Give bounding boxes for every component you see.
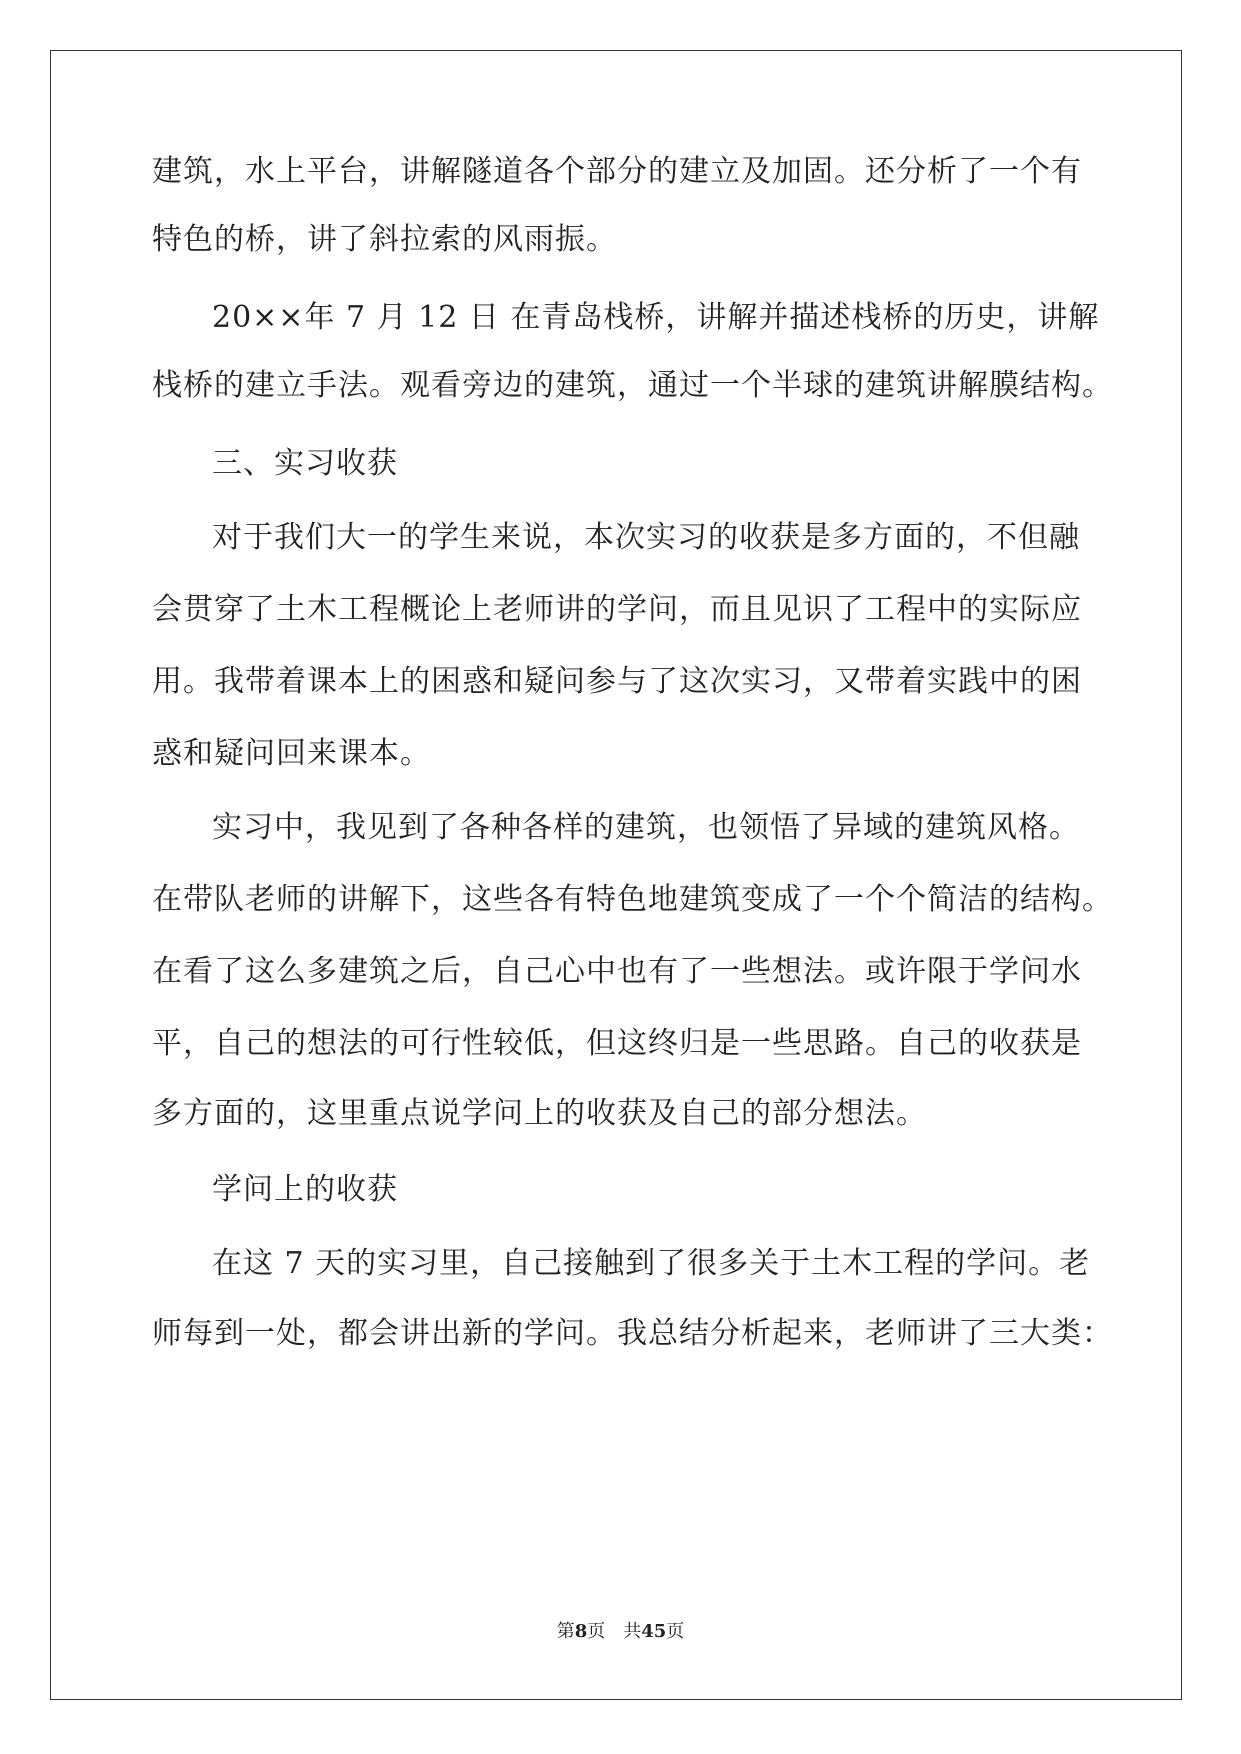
footer-total-pages: 45 [641,1621,667,1642]
page-footer [0,1620,1241,1644]
subsection-heading: 学问上的收获 [212,1172,398,1207]
text-line: 在这 7 天的实习里，自己接触到了很多关于土木工程的学问。老 [212,1246,1091,1281]
text-line: 实习中，我见到了各种各样的建筑，也领悟了异域的建筑风格。 [212,810,1080,845]
text-line: 师每到一处，都会讲出新的学问。我总结分析起来，老师讲了三大类： [152,1316,1113,1351]
footer-suffix: 页 [666,1621,685,1642]
section-heading: 三、实习收获 [212,446,398,481]
text-line: 建筑，水上平台，讲解隧道各个部分的建立及加固。还分析了一个有 [152,154,1082,189]
footer-mid: 页 共 [587,1621,642,1642]
footer-page-number: 8 [574,1621,588,1642]
footer-prefix: 第 [556,1621,575,1642]
text-line: 特色的桥，讲了斜拉索的风雨振。 [152,222,617,257]
text-line: 在带队老师的讲解下，这些各有特色地建筑变成了一个个简洁的结构。 [152,882,1113,917]
text-line: 栈桥的建立手法。观看旁边的建筑，通过一个半球的建筑讲解膜结构。 [152,368,1113,403]
text-line: 用。我带着课本上的困惑和疑问参与了这次实习，又带着实践中的困 [152,664,1082,699]
text-line: 会贯穿了土木工程概论上老师讲的学问，而且见识了工程中的实际应 [152,592,1082,627]
text-line: 惑和疑问回来课本。 [152,736,431,771]
text-line: 平，自己的想法的可行性较低，但这终归是一些思路。自己的收获是 [152,1026,1082,1061]
text-line: 对于我们大一的学生来说，本次实习的收获是多方面的，不但融 [212,520,1080,555]
text-line: 在看了这么多建筑之后，自己心中也有了一些想法。或许限于学问水 [152,954,1082,989]
text-line: 20××年 7 月 12 日 在青岛栈桥，讲解并描述栈桥的历史，讲解 [212,300,1100,335]
text-line: 多方面的，这里重点说学问上的收获及自己的部分想法。 [152,1096,927,1131]
